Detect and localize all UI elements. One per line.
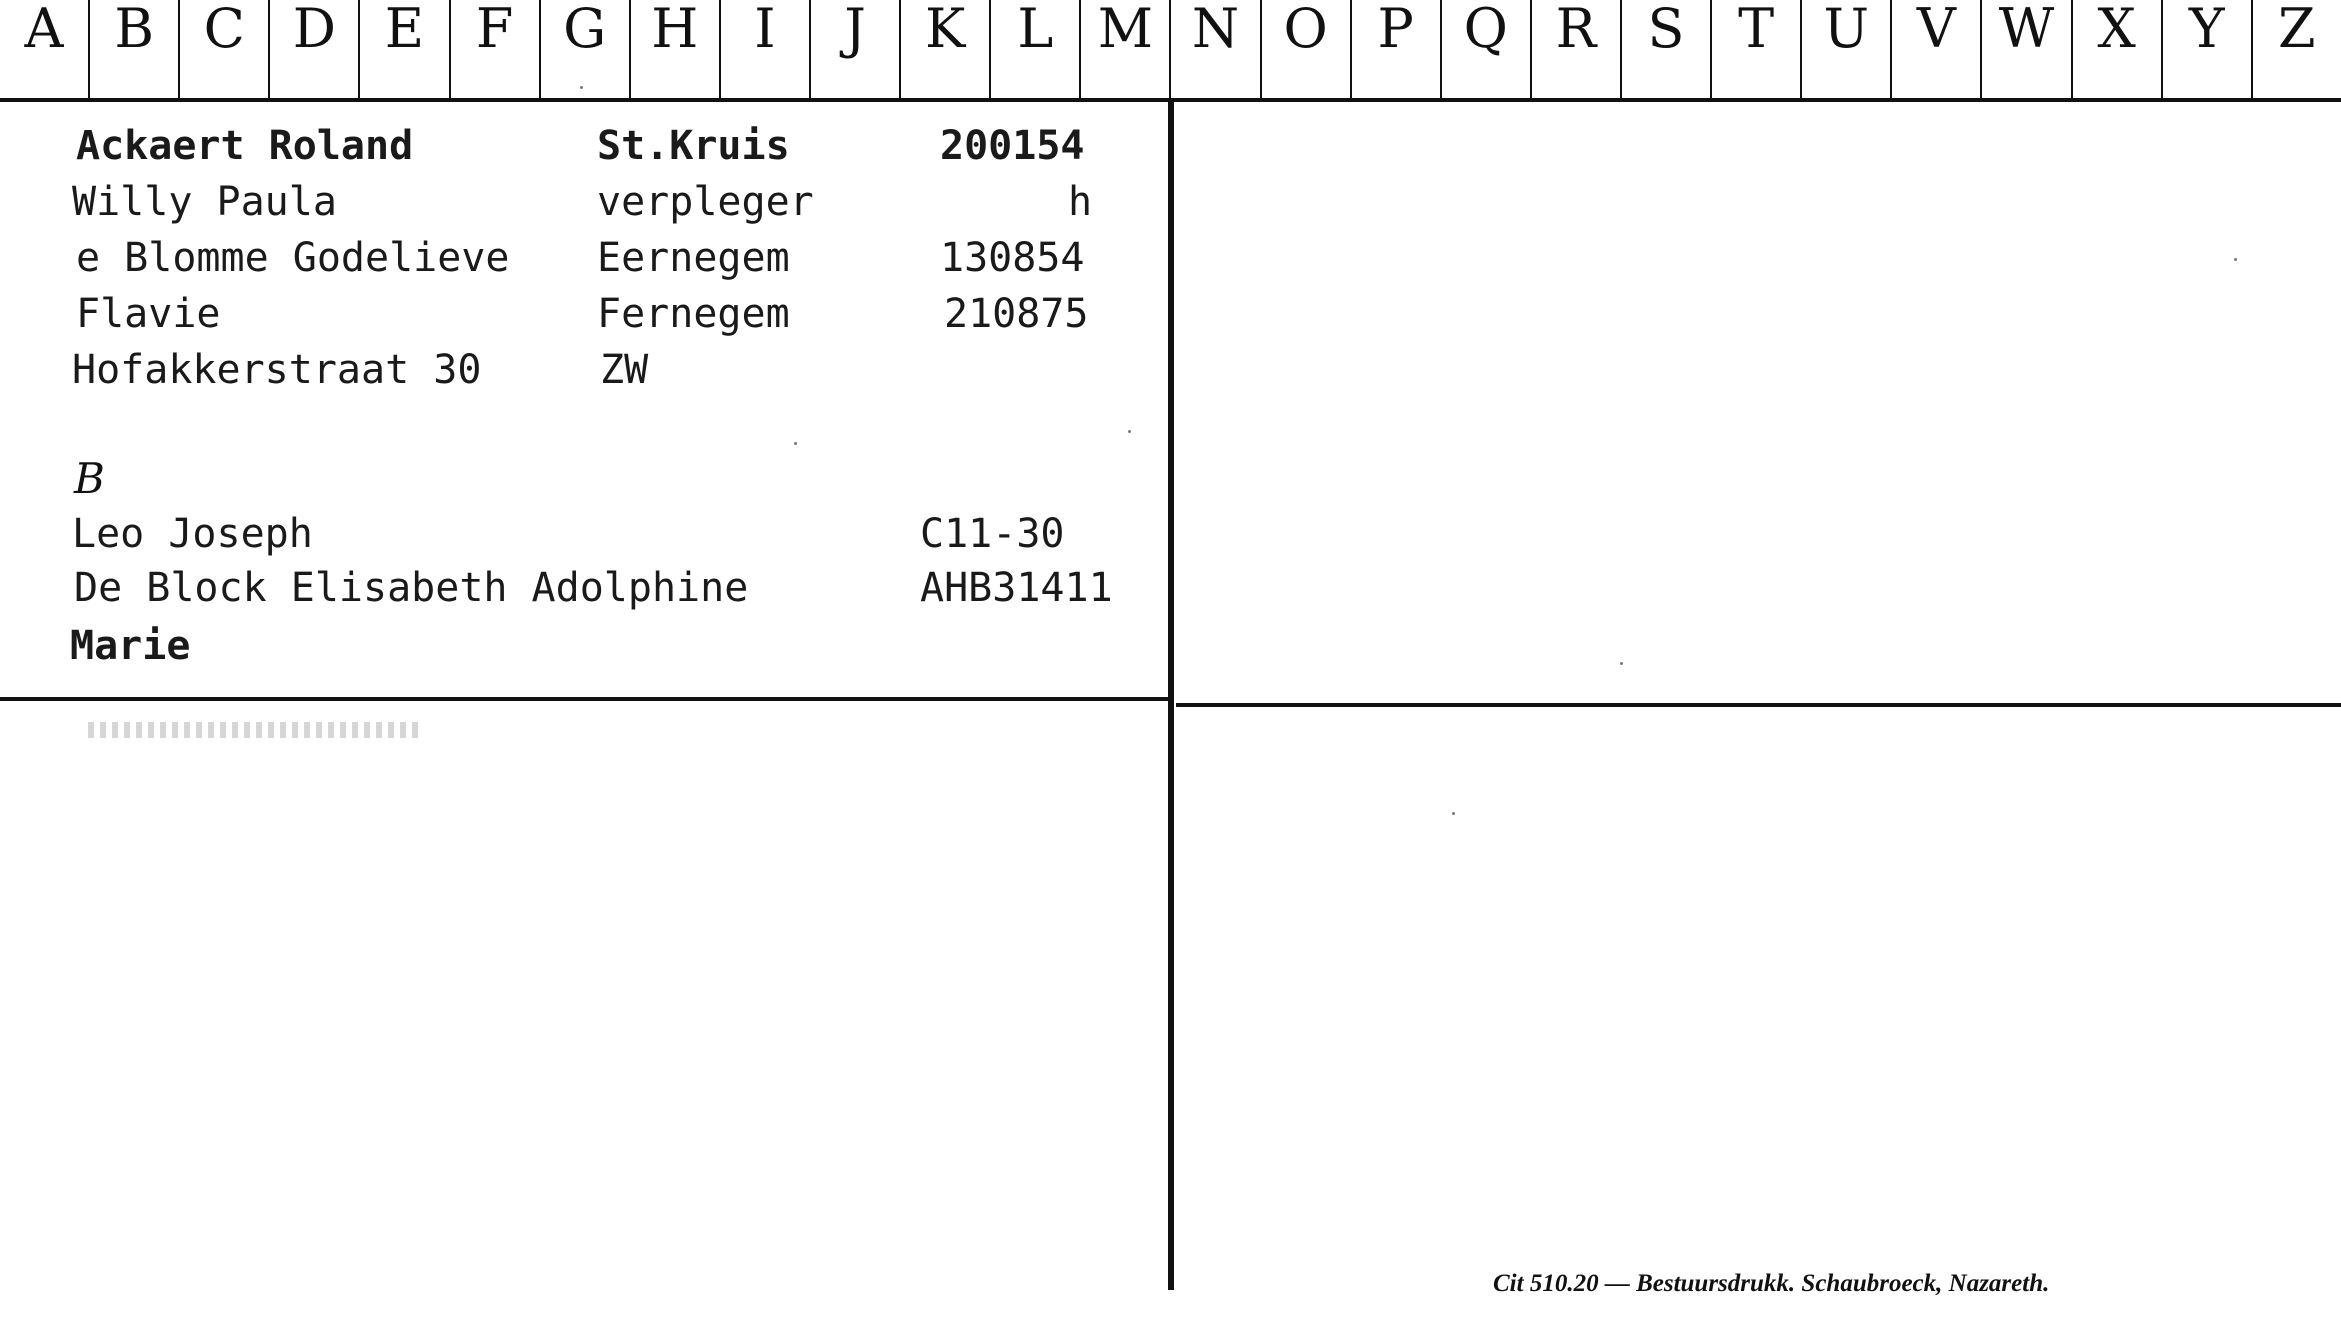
- entry-place-2: verpleger: [597, 179, 814, 225]
- entry-name-4: Flavie: [76, 291, 221, 337]
- entry-place-5: ZW: [600, 347, 649, 393]
- index-letter-b: B: [90, 0, 180, 98]
- index-letter-u: U: [1802, 0, 1892, 98]
- scan-speck: [1452, 812, 1455, 815]
- section-rule-left: [0, 697, 1170, 701]
- index-letter-g: G: [541, 0, 631, 98]
- index-letter-o: O: [1262, 0, 1352, 98]
- index-letter-d: D: [270, 0, 360, 98]
- parent-code-1: C11-30: [920, 511, 1065, 557]
- index-letter-n: N: [1171, 0, 1261, 98]
- index-letter-z: Z: [2278, 0, 2316, 60]
- handwritten-marker: B: [74, 454, 105, 503]
- scan-speck: [580, 86, 583, 89]
- entry-name-1: Ackaert Roland: [76, 123, 414, 169]
- index-letter-r: R: [1532, 0, 1622, 98]
- index-letter-c: C: [180, 0, 270, 98]
- stamp-smudge: [88, 722, 418, 738]
- index-letter-j: J: [811, 0, 901, 98]
- index-letter-w: W: [1982, 0, 2072, 98]
- index-letter-m: M: [1081, 0, 1171, 98]
- scan-speck: [1620, 662, 1623, 665]
- scan-speck: [794, 442, 797, 445]
- scan-speck: [1128, 430, 1131, 433]
- printer-imprint: Cit 510.20 — Bestuursdrukk. Schaubroeck, Nazareth.: [1493, 1270, 2050, 1297]
- index-letter-f: F: [451, 0, 541, 98]
- entry-code-2: h: [1068, 179, 1093, 225]
- entry-code-3: 130854: [940, 235, 1085, 281]
- index-letter-t: T: [1712, 0, 1802, 98]
- entry-name-5: Hofakkerstraat 30: [72, 347, 482, 393]
- entry-place-1: St.Kruis: [597, 123, 790, 169]
- parent-name-2: De Block Elisabeth Adolphine: [74, 565, 749, 611]
- index-letter-v: V: [1892, 0, 1982, 98]
- entry-place-4: Fernegem: [597, 291, 790, 337]
- entry-place-3: Eernegem: [597, 235, 790, 281]
- index-letter-s: S: [1622, 0, 1712, 98]
- index-letter-i: I: [721, 0, 811, 98]
- index-letter-h: H: [631, 0, 721, 98]
- index-letter-l: L: [991, 0, 1081, 98]
- entry-name-2: Willy Paula: [72, 179, 337, 225]
- index-letter-x: X: [2073, 0, 2163, 98]
- scan-speck: [2234, 258, 2237, 261]
- index-letter-y: Y: [2163, 0, 2253, 98]
- index-letter-e: E: [360, 0, 450, 98]
- index-letter-q: Q: [1442, 0, 1532, 98]
- index-letter-k: K: [901, 0, 991, 98]
- parent-name-1: Leo Joseph: [72, 511, 313, 557]
- parent-name-3: Marie: [70, 623, 191, 669]
- parent-code-2: AHB31411: [920, 565, 1113, 611]
- entry-code-1: 200154: [940, 123, 1085, 169]
- entry-name-3: e Blomme Godelieve: [76, 235, 510, 281]
- index-letter-p: P: [1352, 0, 1442, 98]
- index-letter-a: A: [0, 0, 90, 98]
- section-rule-right: [1176, 703, 2341, 707]
- center-divider: [1168, 98, 1174, 1290]
- alphabet-index-row: [0, 0, 2341, 98]
- entry-code-4: 210875: [944, 291, 1089, 337]
